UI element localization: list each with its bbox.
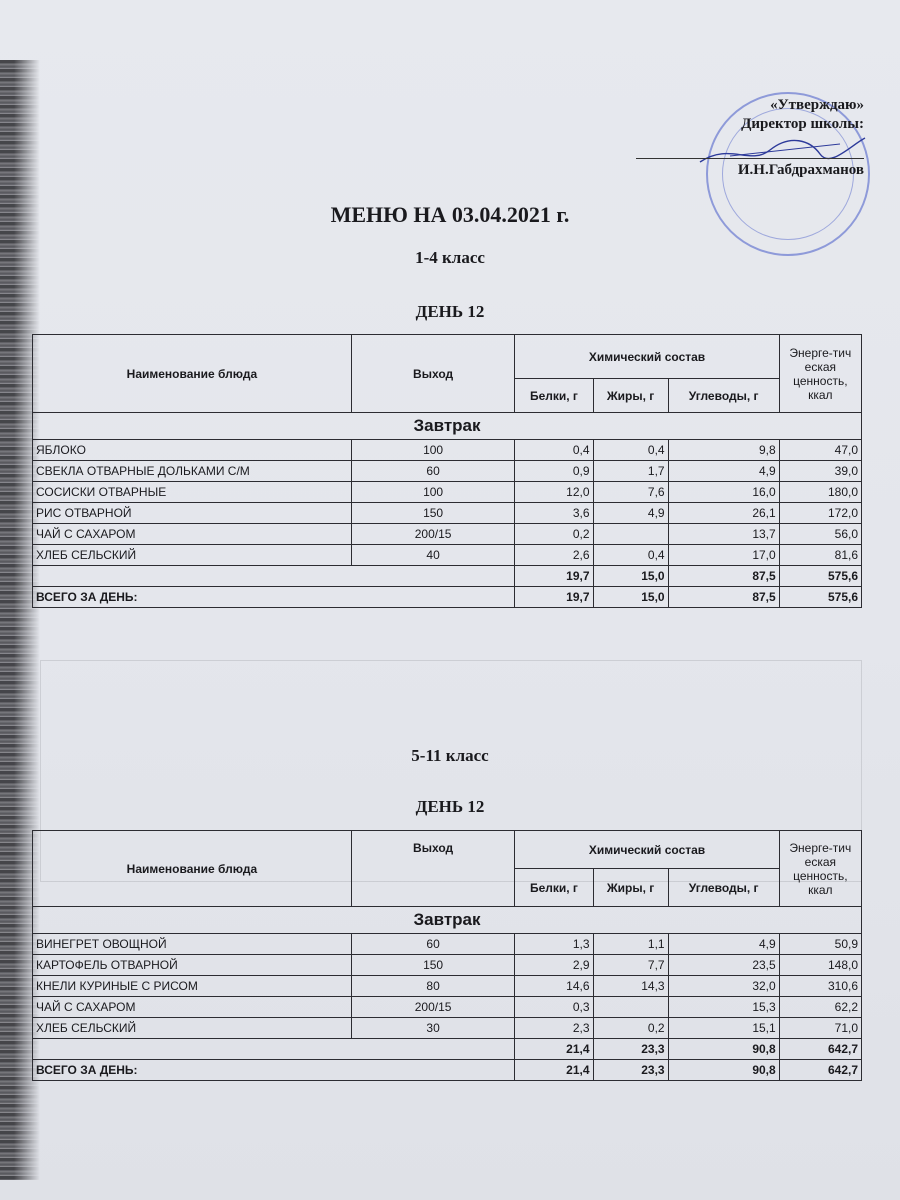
dish-output: 30 <box>351 1018 515 1039</box>
subtotal-fat: 15,0 <box>593 566 668 587</box>
dish-energy: 81,6 <box>779 545 861 566</box>
table-row <box>33 524 862 545</box>
total-label: ВСЕГО ЗА ДЕНЬ: <box>33 587 515 608</box>
dish-energy: 50,9 <box>779 934 861 955</box>
dish-fat: 4,9 <box>593 503 668 524</box>
dish-carbs: 16,0 <box>668 482 779 503</box>
grade-label: 1-4 класс <box>415 248 485 267</box>
subtotal-row <box>33 1039 862 1060</box>
approval-block <box>624 96 864 180</box>
meal-label: Завтрак <box>33 907 862 934</box>
col-header-output: Выход <box>351 335 515 413</box>
day-label: ДЕНЬ 12 <box>415 302 485 321</box>
menu-table <box>32 334 862 608</box>
menu-table <box>32 830 862 1081</box>
table-row <box>33 997 862 1018</box>
director-name: И.Н.Габдрахманов <box>737 162 864 178</box>
dish-fat: 1,7 <box>593 461 668 482</box>
dish-energy: 71,0 <box>779 1018 861 1039</box>
approval-position: Директор школы: <box>741 116 864 132</box>
dish-output: 150 <box>351 955 515 976</box>
total-fat: 15,0 <box>593 587 668 608</box>
subtotal-row <box>33 566 862 587</box>
dish-output: 100 <box>351 482 515 503</box>
dish-fat <box>593 997 668 1018</box>
day-label: ДЕНЬ 12 <box>415 797 485 816</box>
dish-name: ВИНЕГРЕТ ОВОЩНОЙ <box>33 934 352 955</box>
dish-protein: 2,6 <box>515 545 593 566</box>
dish-name: СВЕКЛА ОТВАРНЫЕ ДОЛЬКАМИ С/М <box>33 461 352 482</box>
dish-output: 60 <box>351 461 515 482</box>
signature-line <box>636 158 864 159</box>
dish-output: 200/15 <box>351 524 515 545</box>
table-row <box>33 976 862 997</box>
col-header-fat: Жиры, г <box>593 869 668 907</box>
dish-protein: 0,9 <box>515 461 593 482</box>
subtotal-protein: 19,7 <box>515 566 593 587</box>
dish-carbs: 4,9 <box>668 461 779 482</box>
dish-name: КНЕЛИ КУРИНЫЕ С РИСОМ <box>33 976 352 997</box>
dish-carbs: 4,9 <box>668 934 779 955</box>
dish-energy: 180,0 <box>779 482 861 503</box>
table-row <box>33 503 862 524</box>
dish-carbs: 9,8 <box>668 440 779 461</box>
total-carbs: 90,8 <box>668 1060 779 1081</box>
meal-label: Завтрак <box>33 413 862 440</box>
total-energy: 575,6 <box>779 587 861 608</box>
dish-protein: 0,3 <box>515 997 593 1018</box>
total-energy: 642,7 <box>779 1060 861 1081</box>
meal-row <box>33 907 862 934</box>
dish-energy: 56,0 <box>779 524 861 545</box>
dish-name: ЧАЙ С САХАРОМ <box>33 524 352 545</box>
dish-fat: 0,4 <box>593 545 668 566</box>
col-header-carbs: Углеводы, г <box>668 379 779 413</box>
table-row <box>33 1018 862 1039</box>
col-header-output: Выход <box>351 831 515 907</box>
total-protein: 21,4 <box>515 1060 593 1081</box>
dish-carbs: 23,5 <box>668 955 779 976</box>
col-header-energy: Энерге-тич еская ценность, ккал <box>779 335 861 413</box>
dish-protein: 1,3 <box>515 934 593 955</box>
dish-protein: 3,6 <box>515 503 593 524</box>
approval-heading: «Утверждаю» <box>770 97 864 113</box>
dish-energy: 39,0 <box>779 461 861 482</box>
dish-protein: 14,6 <box>515 976 593 997</box>
dish-output: 150 <box>351 503 515 524</box>
total-carbs: 87,5 <box>668 587 779 608</box>
subtotal-carbs: 87,5 <box>668 566 779 587</box>
dish-output: 60 <box>351 934 515 955</box>
table-row <box>33 440 862 461</box>
dish-fat: 0,4 <box>593 440 668 461</box>
subtotal-energy: 642,7 <box>779 1039 861 1060</box>
subtotal-carbs: 90,8 <box>668 1039 779 1060</box>
dish-carbs: 15,1 <box>668 1018 779 1039</box>
col-header-chem: Химический состав <box>515 335 779 379</box>
table-row <box>33 545 862 566</box>
dish-protein: 12,0 <box>515 482 593 503</box>
dish-carbs: 26,1 <box>668 503 779 524</box>
total-protein: 19,7 <box>515 587 593 608</box>
dish-energy: 310,6 <box>779 976 861 997</box>
dish-output: 100 <box>351 440 515 461</box>
dish-name: РИС ОТВАРНОЙ <box>33 503 352 524</box>
dish-name: ХЛЕБ СЕЛЬСКИЙ <box>33 545 352 566</box>
subtotal-energy: 575,6 <box>779 566 861 587</box>
dish-energy: 148,0 <box>779 955 861 976</box>
dish-fat: 7,6 <box>593 482 668 503</box>
dish-name: ЧАЙ С САХАРОМ <box>33 997 352 1018</box>
dish-fat: 14,3 <box>593 976 668 997</box>
dish-carbs: 15,3 <box>668 997 779 1018</box>
total-row <box>33 1060 862 1081</box>
dish-carbs: 13,7 <box>668 524 779 545</box>
dish-fat: 1,1 <box>593 934 668 955</box>
col-header-carbs: Углеводы, г <box>668 869 779 907</box>
col-header-chem: Химический состав <box>515 831 779 869</box>
dish-carbs: 32,0 <box>668 976 779 997</box>
col-header-name: Наименование блюда <box>33 831 352 907</box>
dish-energy: 172,0 <box>779 503 861 524</box>
dish-output: 200/15 <box>351 997 515 1018</box>
table-header-row <box>33 831 862 869</box>
dish-fat <box>593 524 668 545</box>
col-header-energy: Энерге-тич еская ценность, ккал <box>779 831 861 907</box>
dish-output: 40 <box>351 545 515 566</box>
dish-name: КАРТОФЕЛЬ ОТВАРНОЙ <box>33 955 352 976</box>
dish-fat: 7,7 <box>593 955 668 976</box>
col-header-protein: Белки, г <box>515 379 593 413</box>
page-title: МЕНЮ НА 03.04.2021 г. <box>330 202 570 227</box>
grade-label: 5-11 класс <box>411 746 489 765</box>
dish-output: 80 <box>351 976 515 997</box>
dish-protein: 2,9 <box>515 955 593 976</box>
dish-name: ЯБЛОКО <box>33 440 352 461</box>
table-row <box>33 482 862 503</box>
dish-protein: 2,3 <box>515 1018 593 1039</box>
subtotal-fat: 23,3 <box>593 1039 668 1060</box>
dish-fat: 0,2 <box>593 1018 668 1039</box>
table-header-row <box>33 335 862 379</box>
col-header-name: Наименование блюда <box>33 335 352 413</box>
table-row <box>33 955 862 976</box>
total-label: ВСЕГО ЗА ДЕНЬ: <box>33 1060 515 1081</box>
dish-name: ХЛЕБ СЕЛЬСКИЙ <box>33 1018 352 1039</box>
total-row <box>33 587 862 608</box>
col-header-fat: Жиры, г <box>593 379 668 413</box>
col-header-protein: Белки, г <box>515 869 593 907</box>
dish-carbs: 17,0 <box>668 545 779 566</box>
dish-name: СОСИСКИ ОТВАРНЫЕ <box>33 482 352 503</box>
meal-row <box>33 413 862 440</box>
subtotal-protein: 21,4 <box>515 1039 593 1060</box>
dish-protein: 0,4 <box>515 440 593 461</box>
table-row <box>33 461 862 482</box>
total-fat: 23,3 <box>593 1060 668 1081</box>
dish-protein: 0,2 <box>515 524 593 545</box>
dish-energy: 62,2 <box>779 997 861 1018</box>
dish-energy: 47,0 <box>779 440 861 461</box>
table-row <box>33 934 862 955</box>
